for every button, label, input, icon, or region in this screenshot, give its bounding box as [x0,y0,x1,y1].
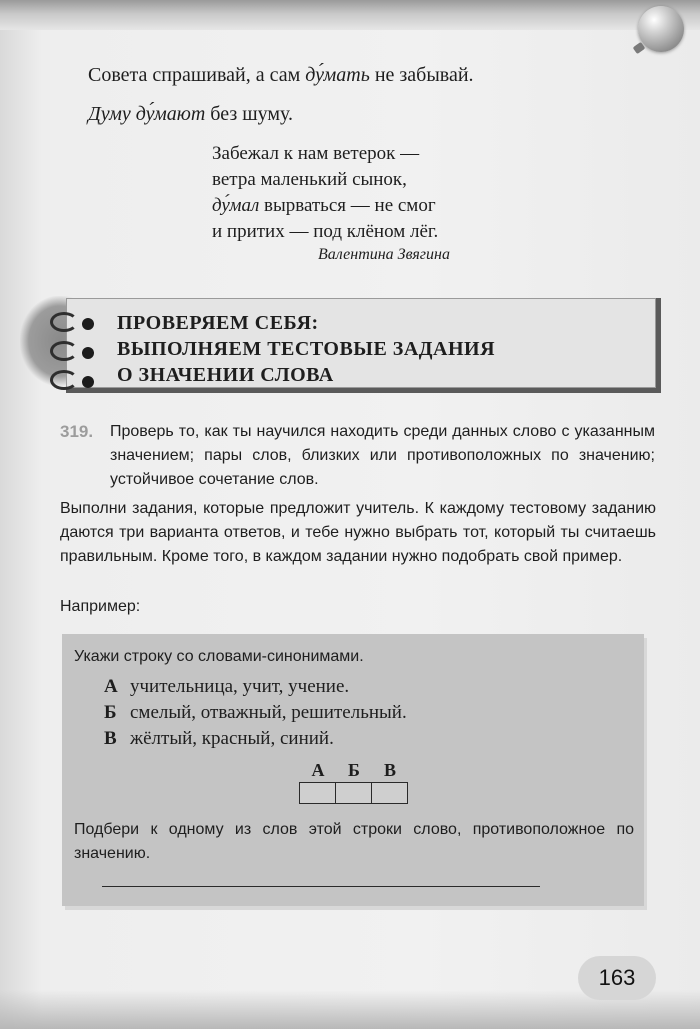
option-text: жёлтый, красный, синий. [130,728,334,749]
section-header-line: ВЫПОЛНЯЕМ ТЕСТОВЫЕ ЗАДАНИЯ [117,338,496,360]
answer-cell-a[interactable] [299,782,336,804]
option-v [104,728,334,750]
option-b [104,702,407,724]
bullet-dot-icon [82,376,94,388]
option-letter: Б [104,702,117,723]
option-letter: В [104,728,117,749]
spiral-ring-icon [50,312,78,332]
example-followup: Подбери к одному из слов этой строки слово, противоположное по значению. [74,821,634,862]
proverb-2: Думу ду́мают без шуму. [88,103,294,125]
option-text: смелый, отважный, решительный. [130,702,407,723]
poem-author: Валентина Звягина [318,246,450,263]
spiral-ring-icon [50,370,78,390]
bullet-dot-icon [82,318,94,330]
example-prompt: Укажи строку со словами-синонимами. [74,648,364,665]
poem-line: Забежал к нам ветерок — [212,143,420,164]
option-text: учительница, учит, учение. [130,676,350,697]
option-a [104,676,349,698]
section-header-line: ПРОВЕРЯЕМ СЕБЯ: [117,312,319,334]
answer-cell-v[interactable] [371,782,408,804]
poem-line: ду́мал вырваться — не смог [212,195,436,216]
section-header-line: О ЗНАЧЕНИИ СЛОВА [117,364,334,386]
answer-letter: Б [348,760,360,780]
answer-write-line[interactable] [102,886,540,887]
spiral-ring-icon [50,341,78,361]
proverb-1: Совета спрашивай, а сам ду́мать не забывай. [88,64,474,86]
poem-line: ветра маленький сынок, [212,169,407,190]
answer-letters [300,760,408,781]
answer-letter: В [383,760,396,780]
answer-cell-b[interactable] [335,782,372,804]
instructions-paragraph: Выполни задания, которые предложит учитель. К каждому тестовому заданию даются три варианта ответов, и тебе нужно выбрать тот, который ты считаешь правильным. Кроме того, в каждом задании нужно подобрать свой пример. [60,500,656,565]
bullet-dot-icon [82,347,94,359]
answer-letter: А [311,760,325,780]
balloon-icon [638,6,684,52]
task-text: Проверь то, как ты научился находить среди данных слово с указанным значением; пары слов, близких или противоположных по значению; устойчивое сочетание слов. [110,423,655,488]
poem-line: и притих — под клёном лёг. [212,221,439,242]
option-letter: А [104,676,118,697]
page-number: 163 [578,956,656,1000]
poem [212,141,438,245]
example-label: Например: [60,598,141,615]
top-decorative-band [0,0,700,30]
task-number: 319. [60,422,94,441]
answer-grid [299,782,407,804]
